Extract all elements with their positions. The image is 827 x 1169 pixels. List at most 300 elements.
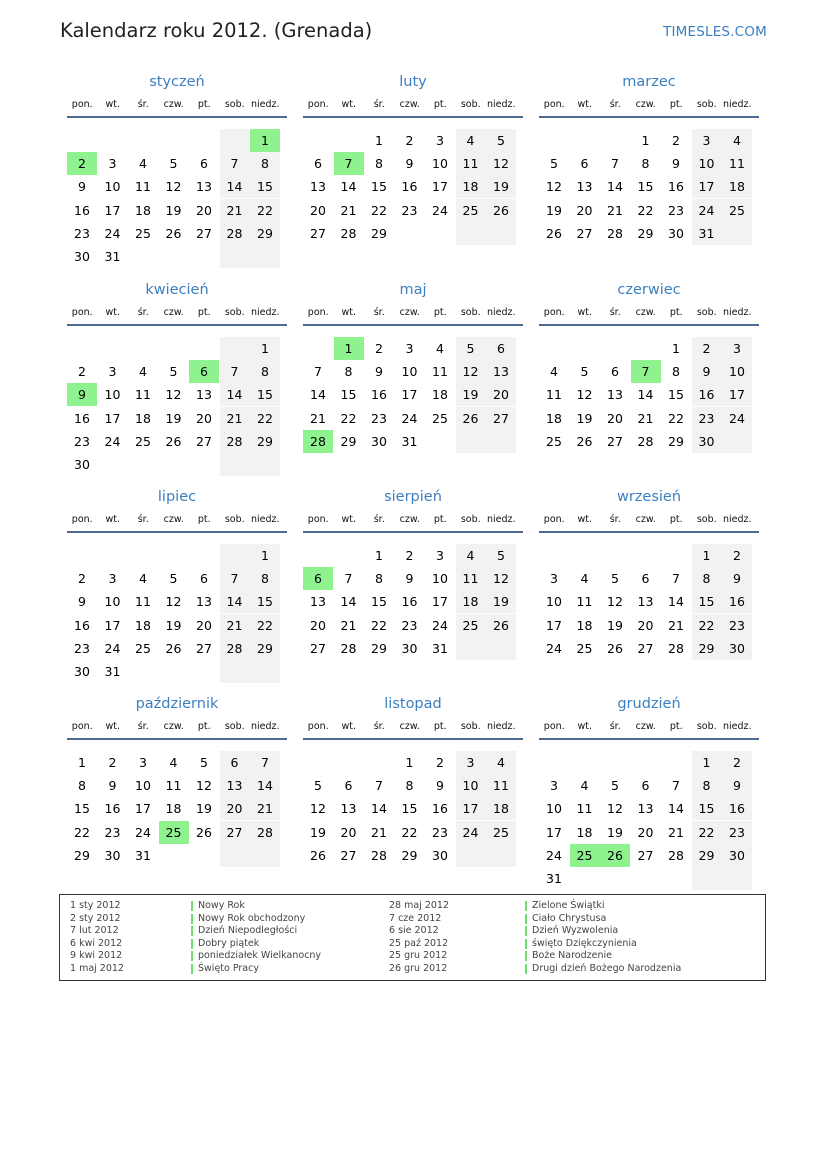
day-cell: 13 (486, 360, 516, 383)
holiday-day-cell: 28 (303, 430, 333, 453)
day-cell: 2 (78, 364, 86, 380)
weekday-label: pt. (197, 99, 211, 110)
holiday-date: 28 maj 2012 (389, 900, 450, 911)
day-cell: 21 (220, 614, 250, 637)
day-cell: 16 (692, 383, 722, 406)
day-cell: 27 (196, 640, 212, 656)
weekday-label: wt. (577, 99, 592, 110)
weekday-label: śr. (609, 721, 621, 732)
month-divider (303, 324, 523, 326)
day-cell: 10 (546, 801, 562, 817)
day-cell: 6 (200, 571, 208, 587)
day-cell: 10 (692, 152, 722, 175)
day-cell: 18 (456, 175, 486, 198)
day-cell: 30 (74, 664, 90, 679)
day-cell: 19 (165, 410, 182, 426)
day-cell: 13 (637, 801, 654, 817)
day-cell: 7 (672, 778, 680, 794)
day-cell: 12 (576, 387, 593, 403)
weekday-label: czw. (635, 307, 656, 318)
day-cell: 20 (310, 617, 326, 633)
day-cell: 12 (607, 801, 623, 817)
day-cell: 25 (432, 410, 448, 426)
day-cell: 19 (486, 590, 516, 613)
day-cell: 6 (220, 751, 250, 774)
month-name: styczeń (149, 74, 205, 90)
day-cell: 25 (722, 199, 752, 222)
day-cell: 20 (637, 824, 654, 840)
weekday-label: czw. (163, 307, 184, 318)
day-cell: 20 (486, 383, 516, 406)
day-cell: 27 (196, 433, 212, 449)
weekend-empty-cell (220, 660, 250, 683)
day-cell: 11 (135, 594, 151, 610)
weekday-label: sob. (224, 514, 245, 525)
holiday-name (525, 950, 612, 961)
weekday-label: czw. (399, 721, 420, 732)
weekday-label: wt. (105, 721, 120, 732)
weekend-empty-cell (220, 844, 250, 867)
day-cell: 21 (668, 617, 684, 633)
holiday-marker (525, 964, 527, 974)
day-cell: 2 (78, 571, 86, 587)
day-cell: 25 (576, 640, 593, 656)
weekday-label: pon. (307, 514, 329, 525)
weekend-empty-cell (220, 337, 250, 360)
day-cell: 21 (371, 824, 387, 840)
weekday-label: czw. (399, 514, 420, 525)
weekday-label: czw. (399, 99, 420, 110)
month-name: luty (399, 74, 427, 90)
day-cell: 8 (692, 774, 722, 797)
month-block (539, 489, 759, 679)
day-cell: 16 (104, 801, 121, 817)
day-cell: 2 (405, 133, 414, 148)
weekday-label: śr. (373, 721, 385, 732)
weekend-empty-cell (456, 222, 486, 245)
day-cell: 27 (576, 225, 593, 241)
day-cell: 28 (250, 821, 280, 844)
day-cell: 1 (78, 755, 86, 770)
weekday-label: śr. (137, 99, 149, 110)
day-cell: 24 (135, 824, 151, 840)
weekday-label: wt. (341, 514, 356, 525)
day-cell: 6 (641, 778, 650, 794)
day-cell: 5 (169, 571, 178, 587)
day-cell: 23 (668, 202, 684, 218)
day-cell: 13 (196, 387, 212, 403)
day-cell: 19 (486, 175, 516, 198)
holiday-name-text: Dzień Niepodległości (198, 925, 298, 937)
weekday-label: czw. (399, 307, 420, 318)
day-cell: 9 (436, 778, 444, 794)
weekday-label: sob. (224, 99, 245, 110)
day-cell: 24 (546, 847, 562, 863)
day-cell: 13 (607, 387, 623, 403)
day-cell: 6 (200, 156, 208, 172)
day-cell: 9 (78, 594, 86, 610)
weekday-label: sob. (696, 307, 717, 318)
day-cell: 28 (220, 222, 250, 245)
day-cell: 5 (169, 156, 178, 172)
day-cell: 15 (250, 590, 280, 613)
holiday-day-cell: 7 (334, 152, 364, 175)
holiday-name (525, 913, 606, 924)
day-cell: 1 (250, 544, 280, 567)
day-cell: 31 (104, 664, 121, 679)
day-cell: 5 (550, 156, 558, 172)
day-cell: 6 (611, 364, 619, 380)
day-cell: 25 (456, 199, 486, 222)
weekday-header (303, 721, 523, 735)
day-cell: 12 (456, 360, 486, 383)
day-cell: 17 (546, 617, 562, 633)
weekday-label: wt. (341, 721, 356, 732)
holiday-marker (191, 901, 193, 911)
day-cell: 17 (432, 179, 448, 195)
day-cell: 23 (722, 614, 752, 637)
day-cell: 8 (375, 571, 383, 587)
day-cell: 2 (722, 751, 752, 774)
day-cell: 12 (165, 594, 182, 610)
day-cell: 24 (692, 199, 722, 222)
month-block (539, 74, 759, 264)
weekend-empty-cell (486, 844, 516, 867)
weekday-label: sob. (696, 99, 717, 110)
day-cell: 17 (546, 824, 562, 840)
holiday-date: 9 kwi 2012 (70, 950, 123, 962)
day-cell: 3 (436, 548, 444, 563)
day-cell: 29 (250, 430, 280, 453)
day-cell: 28 (607, 225, 623, 241)
weekday-label: czw. (635, 721, 656, 732)
month-divider (539, 324, 759, 326)
day-cell: 23 (722, 821, 752, 844)
day-cell: 17 (456, 797, 486, 820)
day-cell: 7 (250, 751, 280, 774)
month-name: wrzesień (616, 489, 682, 505)
holiday-date: 25 paź 2012 (389, 937, 449, 949)
day-cell: 14 (250, 774, 280, 797)
day-cell: 30 (74, 249, 90, 264)
day-cell: 13 (340, 801, 357, 817)
day-cell: 5 (486, 129, 516, 152)
weekday-label: czw. (163, 514, 184, 525)
month-name: kwiecień (145, 282, 209, 298)
day-cell: 15 (340, 387, 357, 403)
day-cell: 18 (546, 410, 562, 426)
day-cell: 8 (344, 364, 353, 380)
holiday-date: 2 sty 2012 (70, 912, 121, 924)
day-cell: 17 (104, 617, 121, 633)
day-cell: 8 (672, 364, 680, 380)
weekday-header (539, 307, 759, 321)
day-cell: 22 (401, 824, 418, 840)
day-cell: 21 (310, 410, 326, 426)
month-block (303, 282, 523, 472)
day-cell: 10 (546, 594, 562, 610)
holiday-date: 1 maj 2012 (70, 963, 124, 974)
day-cell: 19 (576, 410, 593, 426)
day-cell: 28 (220, 430, 250, 453)
weekday-label: niedz. (250, 721, 280, 732)
day-cell: 30 (74, 457, 90, 472)
month-name: grudzień (617, 696, 681, 712)
month-divider (539, 738, 759, 740)
day-cell: 14 (220, 590, 250, 613)
day-cell: 22 (692, 614, 722, 637)
day-cell: 23 (432, 824, 448, 840)
holiday-marker (191, 951, 193, 961)
day-cell: 3 (139, 755, 147, 770)
month-divider (67, 324, 287, 326)
day-cell: 5 (611, 571, 619, 587)
day-cell: 12 (607, 594, 623, 610)
weekday-label: niedz. (722, 514, 752, 525)
day-cell: 20 (607, 410, 623, 426)
day-cell: 19 (165, 202, 182, 218)
day-cell: 23 (401, 202, 418, 218)
day-cell: 24 (722, 407, 752, 430)
weekday-label: sob. (696, 721, 717, 732)
day-cell: 15 (692, 590, 722, 613)
day-cell: 16 (722, 590, 752, 613)
month-name: październik (135, 696, 219, 712)
day-cell: 31 (546, 871, 562, 886)
holiday-marker (525, 926, 527, 936)
day-cell: 18 (456, 590, 486, 613)
day-cell: 4 (486, 751, 516, 774)
day-cell: 30 (722, 637, 752, 660)
weekday-header (67, 307, 287, 321)
holiday-marker (191, 939, 193, 949)
day-cell: 11 (576, 594, 593, 610)
day-cell: 11 (486, 774, 516, 797)
day-cell: 16 (74, 202, 90, 218)
day-cell: 15 (668, 387, 684, 403)
holiday-day-cell: 6 (189, 360, 219, 383)
holiday-name-text: Drugi dzień Bożego Narodzenia (532, 963, 682, 974)
day-cell: 8 (375, 156, 383, 172)
day-cell: 4 (139, 571, 147, 587)
month-block (67, 489, 287, 679)
day-cell: 19 (607, 617, 623, 633)
weekend-empty-cell (220, 129, 250, 152)
day-cell: 11 (456, 567, 486, 590)
day-cell: 25 (486, 821, 516, 844)
weekend-empty-cell (722, 867, 752, 890)
weekday-header (303, 514, 523, 528)
day-cell: 9 (692, 360, 722, 383)
day-cell: 10 (456, 774, 486, 797)
weekend-empty-cell (250, 245, 280, 268)
weekday-label: wt. (105, 307, 120, 318)
weekday-label: śr. (137, 307, 149, 318)
day-cell: 11 (432, 364, 448, 380)
holiday-date: 25 gru 2012 (389, 950, 448, 962)
holiday-date: 7 lut 2012 (70, 925, 119, 937)
day-cell: 9 (405, 571, 414, 587)
day-cell: 13 (637, 594, 654, 610)
day-cell: 27 (340, 847, 357, 863)
day-cell: 2 (692, 337, 722, 360)
weekday-label: niedz. (250, 514, 280, 525)
day-cell: 28 (340, 640, 357, 656)
weekday-header (303, 99, 523, 113)
weekend-empty-cell (250, 660, 280, 683)
weekday-label: pt. (669, 99, 683, 110)
day-cell: 5 (611, 778, 619, 794)
weekday-label: pon. (71, 99, 93, 110)
weekend-empty-cell (250, 453, 280, 476)
day-cell: 14 (220, 175, 250, 198)
day-cell: 13 (196, 179, 212, 195)
holiday-name (191, 900, 245, 911)
day-cell: 7 (314, 364, 322, 380)
month-block (67, 282, 287, 472)
brand-link[interactable]: TIMESLES.COM (663, 24, 767, 40)
holiday-name-text: Zielone Świątki (532, 900, 605, 911)
day-cell: 3 (405, 341, 414, 356)
day-cell: 11 (576, 801, 593, 817)
day-cell: 8 (250, 152, 280, 175)
month-block (303, 696, 523, 886)
day-cell: 26 (576, 433, 593, 449)
day-cell: 5 (486, 544, 516, 567)
weekend-empty-cell (456, 637, 486, 660)
day-cell: 27 (310, 640, 326, 656)
day-cell: 30 (371, 433, 387, 449)
weekday-label: pt. (197, 721, 211, 732)
day-cell: 4 (456, 129, 486, 152)
holiday-marker (191, 914, 193, 924)
holiday-date: 7 cze 2012 (389, 912, 442, 924)
weekend-empty-cell (692, 867, 722, 890)
weekday-label: wt. (105, 514, 120, 525)
day-cell: 28 (668, 847, 684, 863)
day-cell: 25 (456, 614, 486, 637)
day-cell: 21 (220, 199, 250, 222)
day-cell: 24 (432, 202, 448, 218)
weekend-empty-cell (486, 430, 516, 453)
holiday-day-cell: 25 (159, 821, 189, 844)
month-block (303, 74, 523, 264)
day-cell: 29 (250, 222, 280, 245)
day-cell: 24 (104, 640, 121, 656)
day-cell: 9 (108, 778, 117, 794)
weekday-header (67, 721, 287, 735)
month-divider (67, 116, 287, 118)
day-cell: 13 (196, 594, 212, 610)
day-cell: 17 (401, 387, 418, 403)
holiday-name (525, 963, 681, 974)
day-cell: 22 (371, 202, 387, 218)
day-cell: 30 (432, 847, 448, 863)
day-cell: 11 (546, 387, 562, 403)
day-cell: 31 (692, 222, 722, 245)
day-cell: 26 (607, 640, 623, 656)
day-cell: 4 (456, 544, 486, 567)
day-cell: 18 (576, 824, 593, 840)
holiday-day-cell: 1 (250, 129, 280, 152)
day-cell: 17 (104, 202, 121, 218)
page-title: Kalendarz roku 2012. (Grenada) (60, 19, 373, 42)
day-cell: 23 (104, 824, 121, 840)
weekday-label: czw. (635, 514, 656, 525)
weekday-header (67, 99, 287, 113)
day-cell: 6 (344, 778, 353, 794)
day-cell: 15 (250, 383, 280, 406)
day-cell: 7 (672, 571, 680, 587)
month-name: marzec (622, 74, 676, 90)
day-cell: 15 (401, 801, 418, 817)
holiday-date: 6 kwi 2012 (70, 937, 123, 949)
weekday-label: pon. (307, 99, 329, 110)
day-cell: 14 (340, 179, 357, 195)
day-cell: 29 (637, 225, 654, 241)
day-cell: 14 (340, 594, 357, 610)
day-cell: 6 (314, 156, 322, 172)
day-cell: 1 (250, 337, 280, 360)
day-cell: 15 (371, 594, 387, 610)
weekday-label: niedz. (250, 99, 280, 110)
day-cell: 21 (668, 824, 684, 840)
day-cell: 27 (310, 225, 326, 241)
day-cell: 25 (135, 225, 151, 241)
day-cell: 21 (250, 797, 280, 820)
weekday-label: wt. (341, 99, 356, 110)
day-cell: 8 (78, 778, 86, 794)
day-cell: 9 (722, 567, 752, 590)
day-cell: 13 (576, 179, 593, 195)
day-cell: 14 (668, 594, 684, 610)
day-cell: 28 (340, 225, 357, 241)
month-divider (67, 738, 287, 740)
month-divider (539, 531, 759, 533)
day-cell: 29 (371, 225, 387, 241)
weekday-label: sob. (224, 307, 245, 318)
holiday-day-cell: 6 (303, 567, 333, 590)
holiday-day-cell: 1 (334, 337, 364, 360)
weekday-label: wt. (105, 99, 120, 110)
month-divider (303, 531, 523, 533)
day-cell: 23 (74, 225, 90, 241)
day-cell: 3 (456, 751, 486, 774)
day-cell: 8 (250, 360, 280, 383)
day-cell: 7 (220, 567, 250, 590)
holiday-day-cell: 25 (570, 844, 600, 867)
day-cell: 3 (722, 337, 752, 360)
day-cell: 26 (546, 225, 562, 241)
day-cell: 15 (371, 179, 387, 195)
month-name: czerwiec (617, 282, 681, 298)
holiday-marker (191, 964, 193, 974)
weekday-label: sob. (460, 514, 481, 525)
day-cell: 12 (165, 179, 182, 195)
day-cell: 31 (401, 433, 418, 449)
weekday-label: niedz. (722, 721, 752, 732)
day-cell: 26 (310, 847, 326, 863)
holiday-marker (525, 914, 527, 924)
day-cell: 27 (486, 407, 516, 430)
day-cell: 10 (401, 364, 418, 380)
day-cell: 7 (220, 360, 250, 383)
day-cell: 22 (371, 617, 387, 633)
day-cell: 26 (486, 199, 516, 222)
day-cell: 23 (371, 410, 387, 426)
day-cell: 20 (196, 202, 212, 218)
day-cell: 24 (546, 640, 562, 656)
